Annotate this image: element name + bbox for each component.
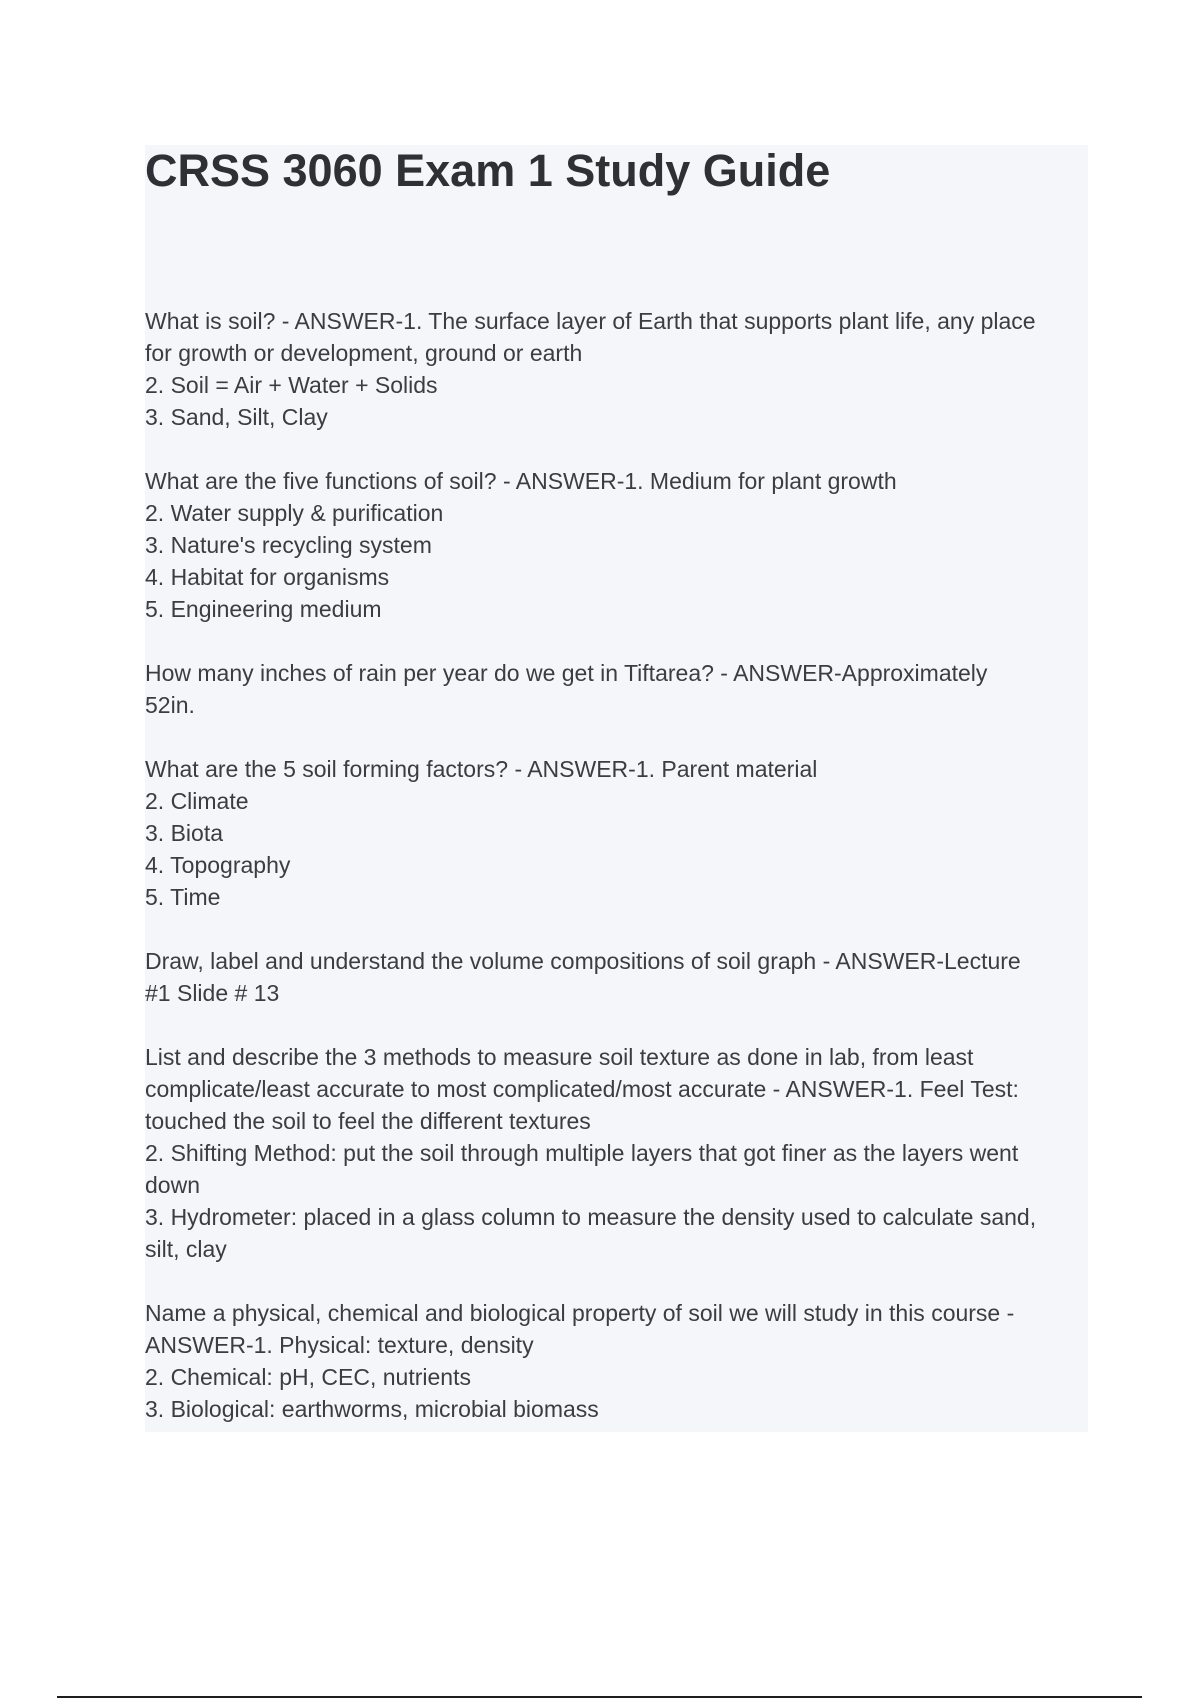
qa-line: 3. Hydrometer: placed in a glass column to measure the density used to calculate sand, — [145, 1204, 1037, 1230]
footer-divider — [57, 1696, 1142, 1698]
qa-line: 2. Shifting Method: put the soil through multiple layers that got finer as the layers went — [145, 1140, 1019, 1166]
qa-item-soil-forming-factors — [145, 753, 1095, 913]
qa-line: How many inches of rain per year do we get in Tiftarea? - ANSWER-Approximately — [145, 660, 988, 686]
qa-list — [145, 305, 1095, 1457]
qa-line: 2. Water supply & purification — [145, 500, 444, 526]
qa-line: 3. Sand, Silt, Clay — [145, 404, 328, 430]
qa-line: 5. Time — [145, 884, 221, 910]
qa-line: silt, clay — [145, 1236, 227, 1262]
qa-item-soil-properties — [145, 1297, 1095, 1425]
qa-line: down — [145, 1172, 200, 1198]
qa-line: What are the 5 soil forming factors? - ANSWER-1. Parent material — [145, 756, 818, 782]
qa-line: #1 Slide # 13 — [145, 980, 280, 1006]
qa-item-functions-of-soil — [145, 465, 1095, 625]
qa-line: for growth or development, ground or earth — [145, 340, 583, 366]
qa-line: 2. Chemical: pH, CEC, nutrients — [145, 1364, 471, 1390]
qa-line: What is soil? - ANSWER-1. The surface layer of Earth that supports plant life, any place — [145, 308, 1036, 334]
qa-item-volume-composition — [145, 945, 1095, 1009]
qa-line: 3. Biota — [145, 820, 223, 846]
qa-line: Draw, label and understand the volume compositions of soil graph - ANSWER-Lecture — [145, 948, 1021, 974]
qa-line: 3. Biological: earthworms, microbial biomass — [145, 1396, 599, 1422]
qa-line: 3. Nature's recycling system — [145, 532, 432, 558]
qa-line: 2. Soil = Air + Water + Solids — [145, 372, 438, 398]
qa-item-what-is-soil — [145, 305, 1095, 433]
qa-line: 4. Topography — [145, 852, 291, 878]
document-title: CRSS 3060 Exam 1 Study Guide — [145, 145, 831, 196]
qa-item-rainfall — [145, 657, 1095, 721]
qa-line: touched the soil to feel the different textures — [145, 1108, 591, 1134]
qa-line: complicate/least accurate to most complicated/most accurate - ANSWER-1. Feel Test: — [145, 1076, 1019, 1102]
qa-line: ANSWER-1. Physical: texture, density — [145, 1332, 534, 1358]
qa-line: 5. Engineering medium — [145, 596, 382, 622]
qa-line: 2. Climate — [145, 788, 249, 814]
qa-item-soil-texture-methods — [145, 1041, 1095, 1265]
qa-line: List and describe the 3 methods to measure soil texture as done in lab, from least — [145, 1044, 974, 1070]
qa-line: Name a physical, chemical and biological property of soil we will study in this course - — [145, 1300, 1015, 1326]
qa-line: 52in. — [145, 692, 195, 718]
qa-line: What are the five functions of soil? - ANSWER-1. Medium for plant growth — [145, 468, 897, 494]
qa-line: 4. Habitat for organisms — [145, 564, 390, 590]
